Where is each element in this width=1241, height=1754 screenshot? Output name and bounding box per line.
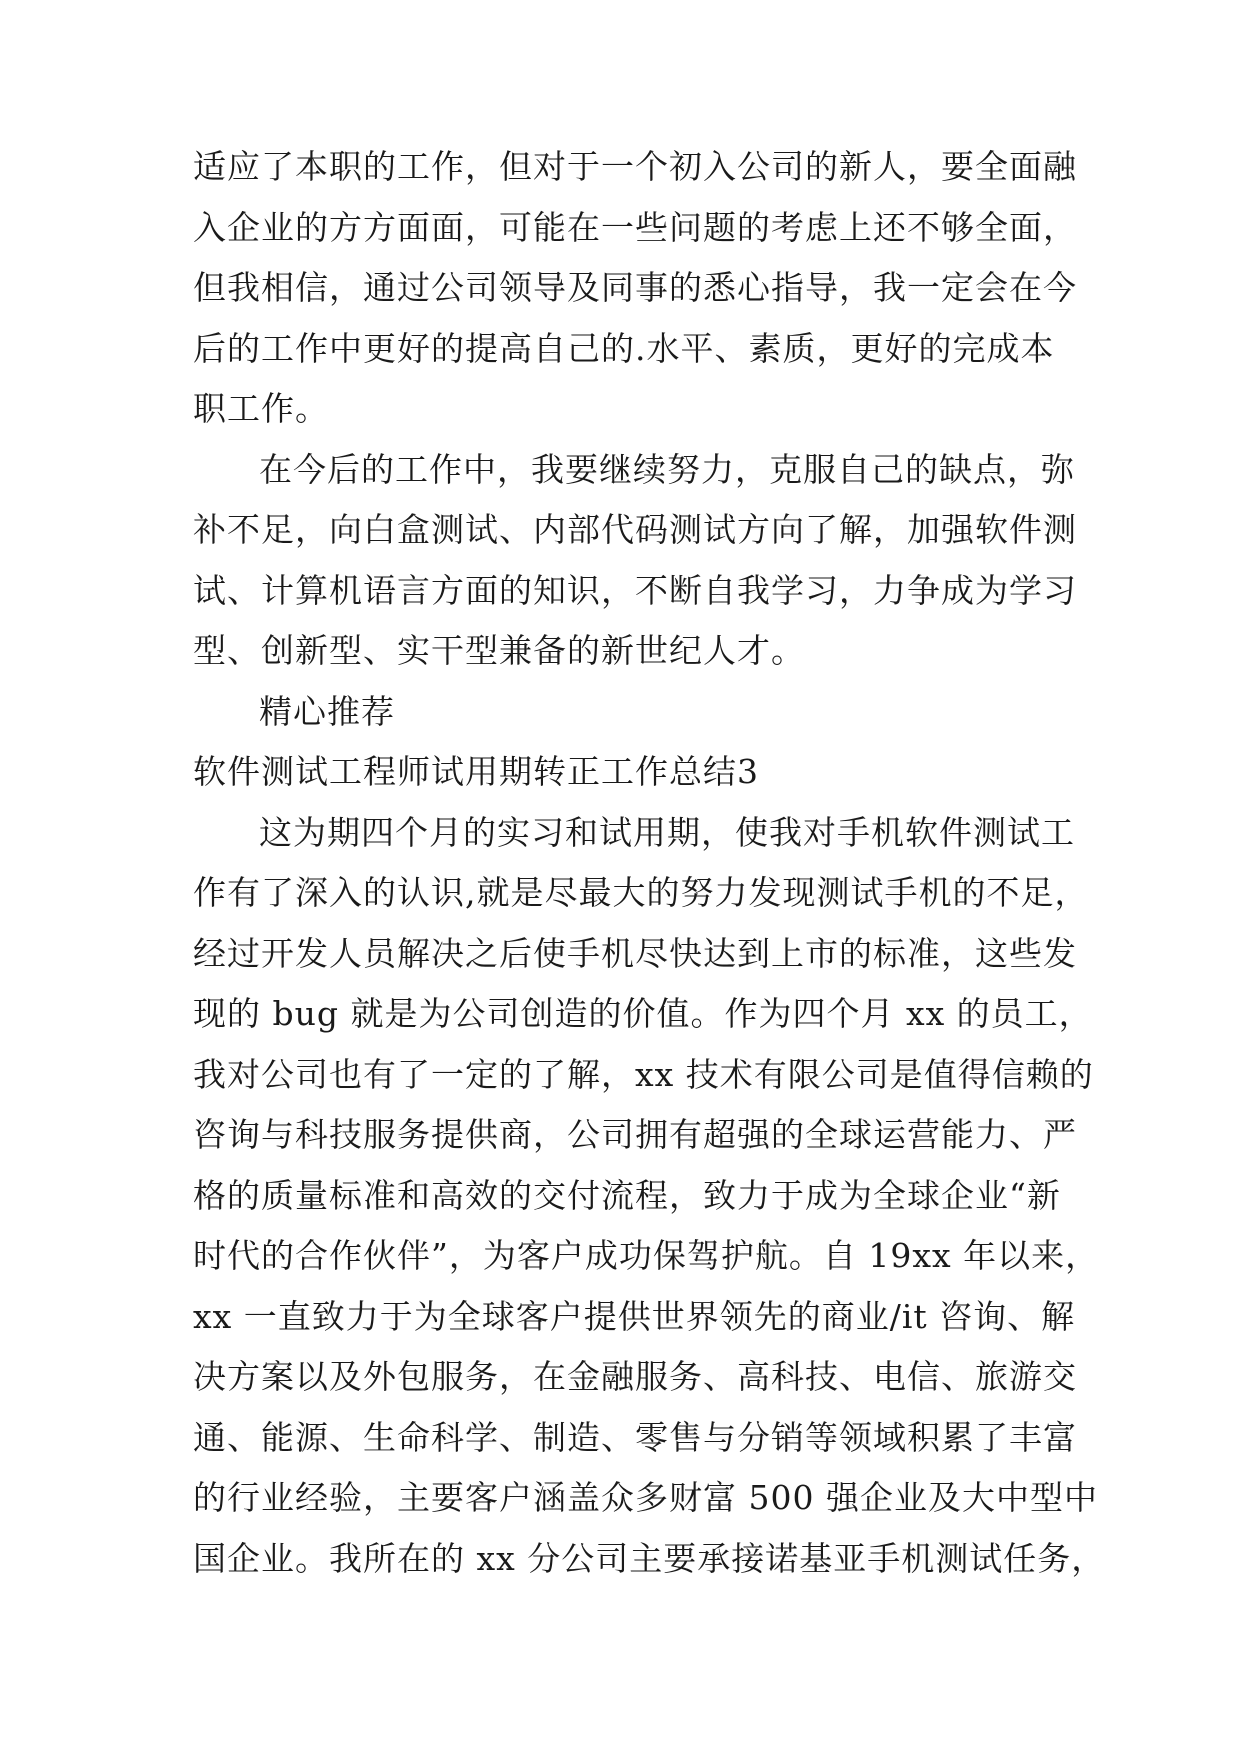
paragraph-1-line-1: 适应了本职的工作，但对于一个初入公司的新人，要全面融 [193, 147, 1077, 186]
paragraph-2-line-4: 型、创新型、实干型兼备的新世纪人才。 [193, 631, 805, 670]
paragraph-3-line-11: 通、能源、生命科学、制造、零售与分销等领域积累了丰富 [193, 1417, 1077, 1457]
recommendation-label: 精心推荐 [259, 691, 395, 731]
paragraph-1-line-2: 入企业的方方面面，可能在一些问题的考虑上还不够全面， [193, 207, 1077, 247]
paragraph-1-line-4: 后的工作中更好的提高自己的.水平、素质，更好的完成本 [193, 328, 1055, 368]
paragraph-3-line-3: 经过开发人员解决之后使手机尽快达到上市的标准，这些发 [193, 933, 1077, 973]
paragraph-3-line-4: 现的 bug 就是为公司创造的价值。作为四个月 xx 的员工， [193, 994, 1093, 1033]
paragraph-3-line-13: 国企业。我所在的 xx 分公司主要承接诺基亚手机测试任务， [193, 1538, 1106, 1578]
paragraph-2-line-3: 试、计算机语言方面的知识，不断自我学习，力争成为学习 [193, 570, 1077, 610]
paragraph-3-line-7: 格的质量标准和高效的交付流程，致力于成为全球企业“新 [193, 1175, 1061, 1215]
paragraph-2-line-1: 在今后的工作中，我要继续努力，克服自己的缺点，弥 [259, 449, 1075, 489]
paragraph-3-line-5: 我对公司也有了一定的了解，xx 技术有限公司是值得信赖的 [193, 1054, 1094, 1094]
paragraph-3-line-8: 时代的合作伙伴”，为客户成功保驾护航。自 19xx 年以来， [193, 1236, 1100, 1275]
section-title: 软件测试工程师试用期转正工作总结3 [193, 752, 759, 791]
paragraph-3-line-1: 这为期四个月的实习和试用期，使我对手机软件测试工 [259, 812, 1075, 852]
paragraph-3-line-6: 咨询与科技服务提供商，公司拥有超强的全球运营能力、严 [193, 1115, 1077, 1154]
paragraph-3-line-12: 的行业经验，主要客户涵盖众多财富 500 强企业及大中型中 [193, 1478, 1098, 1517]
paragraph-2-line-2: 补不足，向白盒测试、内部代码测试方向了解，加强软件测 [193, 510, 1077, 549]
paragraph-1-line-5: 职工作。 [193, 389, 329, 428]
paragraph-3-line-9: xx 一直致力于为全球客户提供世界领先的商业/it 咨询、解 [193, 1296, 1076, 1336]
paragraph-3-line-2: 作有了深入的认识,就是尽最大的努力发现测试手机的不足， [193, 873, 1089, 912]
paragraph-1-line-3: 但我相信，通过公司领导及同事的悉心指导，我一定会在今 [193, 268, 1077, 307]
document-body [193, 137, 1106, 1589]
paragraph-3-line-10: 决方案以及外包服务，在金融服务、高科技、电信、旅游交 [193, 1357, 1077, 1396]
